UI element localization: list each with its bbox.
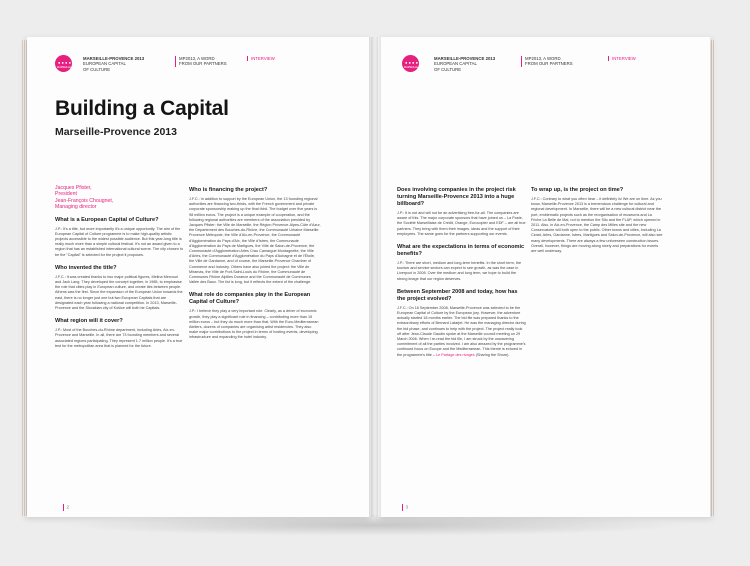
book-shadow <box>60 514 690 536</box>
category-label: INTERVIEW <box>608 56 636 61</box>
left-page <box>27 37 371 517</box>
question-heading: Between September 2008 and today, how has the project evolved? <box>397 288 518 302</box>
question-heading: What are the expectations in terms of economic benefits? <box>397 244 525 258</box>
mp2013-logo: ● ● ● ● MARSEILLE <box>402 55 419 72</box>
question-heading: What region will it cover? <box>55 318 123 325</box>
page-subtitle: Marseille-Provence 2013 <box>55 126 177 138</box>
brand-block: MARSEILLE-PROVENCE 2013 EUROPEAN CAPITAL OF CULTURE <box>83 56 145 72</box>
page-number: 3 <box>405 504 409 510</box>
answer-text: J.P.: Most of the Bouches-du-Rhône department, including Arles, Aix-en-Provence and Marseille. In all, there are 73 founding members and several associated regions participating. They represent 1.7 million people. It's a true test for the metropolitan area that is planned for the future. <box>55 328 183 348</box>
answer-text: J.F.C.: In addition to support by the European Union, the 13 founding regional authorities are financing two-thirds, with the French government and private corporate sponsorship making up the final third. The budget over five years is 98 million euros. The project is a unique example of cooperation, and the following regional authorities are members of the association presided by Jacques Pfister: the Ville de Marseille, the Région Provence-Alpes-Côte d'Azur, the Département des Bouches-du-Rhône, the Communauté Urbaine Marseille Provence Métropole, the Ville d'Aix-en-Provence, the Communauté d'Agglomération du Pays d'Aix, the Ville d'Istres, the Communauté d'Agglomération du Pays de Martigues, the Ville de Salon-de-Provence, the Communauté d'Agglomération Arles Crau Camargue Montagnette, the Ville d'Arles, the Communauté d'Agglomération du Pays d'Aubagne et de l'Étoile, the Ville de Gardanne, and of course, the Marseille-Provence Chamber of Commerce and Industry. Others have also joined the project: the Ville de Miramas, the Ville de Port-Saint-Louis du Rhône, the Communauté de Communes Rhône Alpilles Durance and the Communauté de Communes Vallée des Baux. The list is long, but it reflects the extent of the challenge. <box>189 197 321 285</box>
answer-text: J.F.C.: Contrary to what you often hear – it definitely is! We are on time. As you know, Marseille-Provence 2013 is a tremendous challenge for cultural and regional development. In Marseille, there will be a new cultural district near the port, emblematic projects such as the reorganisation of museums and La Friche La Belle de Mai, not to mention the Silo and the FLAP, which opened in 2011. Also, in Aix-en-Provence, the Camp des Milles site and the new Conservatoire will both open to the public. Other towns and cities, including La Ciotat, Arles, Gardanne, Istres, Martigues and Salon-de-Provence, will also see many developments. There are always a few unforeseen construction issues. Overall, however, things are moving along nicely and preparations for events are well underway. <box>531 197 663 254</box>
page-header <box>378 53 710 83</box>
answer-text: J.P.: There are short, medium and long-term benefits. In the short term, the tourism and service sectors can expect to see growth, as was the case in Liverpool in 2008. Over the medium and long term, we hope to build the strong image that our region deserves. <box>397 261 522 281</box>
page-number: 2 <box>66 504 70 510</box>
question-heading: What role do companies play in the European Capital of Culture? <box>189 292 311 306</box>
answer-text: J.F.C.: On 16 September 2008, Marseille-Provence was selected to be the European Capital of Culture by the European jury. However, the adventure actually started 18 months earlier. The bid file was prepared thanks to the extraordinary efforts of Bernard Latarjet. He was the managing director during the bid phase, and continues to help with the project. The project really took off after Jean-Claude Gaudin spoke at the Marseille council meeting on 29 March 2006. When I re-read the bid file, I am struck by the unwavering commitment of all the parties involved. I am also amazed by the programme's continued focus on Europe and the Mediterranean. This theme is echoed in the programme's title – Le Partage des rivages (Sharing the Shore). <box>397 305 526 357</box>
section-label: MP2013, A WORD FROM OUR PARTNERS <box>521 56 573 67</box>
question-heading: Does involving companies in the project risk turning Marseille-Provence 2013 into a huge billboard? <box>397 187 516 207</box>
question-heading: What is a European Capital of Culture? <box>55 216 159 223</box>
right-column-1 <box>397 187 527 497</box>
left-column-2 <box>189 187 321 487</box>
category-label: INTERVIEW <box>247 56 275 61</box>
answer-text: J.P.: I believe they play a very important role. Clearly, as a driver of economic growth, they play a significant role in financing – contributing more than 15 million euros – but they do much more than that. With the Euro-Mediterranean Ateliers, dozens of companies are organising artist residencies. They also make major contributions to the project in terms of hosting events, developing infrastructure and expanding the hotel industry. <box>189 309 319 340</box>
right-page <box>378 37 710 517</box>
left-column-1 <box>55 185 185 495</box>
question-heading: To wrap up, is the project on time? <box>531 187 624 193</box>
page-title: Building a Capital <box>55 97 229 120</box>
answer-text: J.F.C.: It was created thanks to two major political figures, Melina Mercouri and Jack Lang. They developed the concept together, in 1985, to emphasise the role that cities play in European culture, and create ties between people. Athens was the first. Since the expansion of the European Union towards the east, there is no longer just one but two European Capitals that are designated each year following a national competition. In 2013, Marseille-Provence and the Slovakian city of Košice will both be Capitals. <box>55 274 183 311</box>
question-heading: Who invented the title? <box>55 264 117 271</box>
page-header <box>27 53 371 83</box>
brand-block: MARSEILLE-PROVENCE 2013 EUROPEAN CAPITAL OF CULTURE <box>434 56 496 72</box>
book-gutter <box>369 37 381 517</box>
answer-text: J.P.: It's a title, but more importantly it's a unique opportunity. The aim of the European Capital of Culture programme is to make high-quality artistic projects accessible to the widest possible audience. But this year-long title is really much more than a simple cultural festival. It's not an award given to a region that has an established international cultural scene. The city chosen to be the "Capital" is selected for the project it proposes. <box>55 226 184 257</box>
right-page-edge <box>710 40 715 516</box>
section-label: MP2013, A WORD FROM OUR PARTNERS <box>175 56 227 67</box>
mp2013-logo: ● ● ● ● MARSEILLE <box>55 55 72 72</box>
interviewees: Jacques Pfister, President Jean-François Chougnet, Managing director <box>55 185 114 211</box>
question-heading: Who is financing the project? <box>189 187 268 193</box>
answer-text: J.P.: It is not and will not be an advertising free-for-all. The companies are aware of this. The major corporate sponsors that have joined us – La Poste, the Société Marseillaise de Crédit, Orange, Eurocopter and EDF – are all true partners. They bring with them their images, ideas and the support of their employees. The same goes for the partners supporting our events. <box>397 211 526 236</box>
right-column-2 <box>531 187 663 387</box>
